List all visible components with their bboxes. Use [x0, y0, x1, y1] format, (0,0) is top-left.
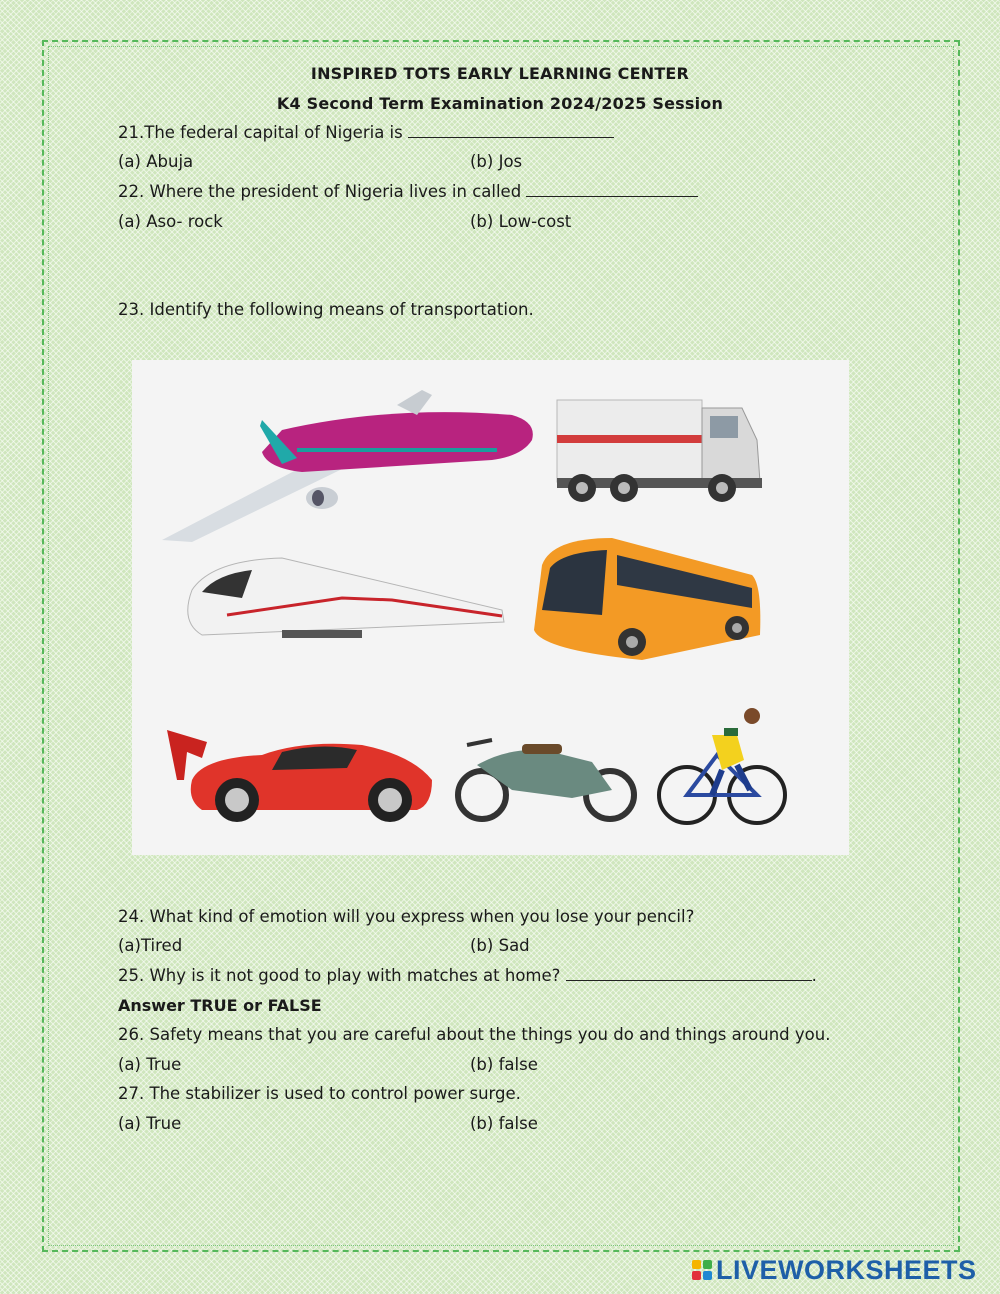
question-24-text: 24. What kind of emotion will you express when you lose your pencil? [118, 907, 695, 926]
question-25 [118, 966, 817, 985]
question-22 [118, 182, 698, 201]
option-21-a[interactable]: (a) Abuja [118, 152, 194, 171]
option-24-a[interactable]: (a)Tired [118, 936, 183, 955]
logo-block-yellow [692, 1260, 701, 1269]
question-23-text: 23. Identify the following means of transportation. [118, 300, 534, 319]
answer-blank-21[interactable] [408, 124, 614, 138]
option-26-b[interactable]: (b) false [470, 1055, 538, 1074]
exam-title: K4 Second Term Examination 2024/2025 Session [276, 94, 724, 113]
airplane-picture [162, 390, 533, 542]
question-21-text: 21.The federal capital of Nigeria is [118, 123, 403, 142]
question-25-text: 25. Why is it not good to play with matches at home? [118, 966, 561, 985]
option-24-b[interactable]: (b) Sad [470, 936, 530, 955]
motorcycle-picture [458, 740, 634, 819]
section-heading: Answer TRUE or FALSE [118, 996, 322, 1015]
car-picture [167, 730, 432, 822]
logo-block-blue [703, 1271, 712, 1280]
option-27-a[interactable]: (a) True [118, 1114, 182, 1133]
question-22-text: 22. Where the president of Nigeria lives in called [118, 182, 522, 201]
logo-block-red [692, 1271, 701, 1280]
option-26-a[interactable]: (a) True [118, 1055, 182, 1074]
question-26-text: 26. Safety means that you are careful about the things you do and things around you. [118, 1025, 831, 1044]
option-22-a[interactable]: (a) Aso- rock [118, 212, 223, 231]
question-21 [118, 123, 614, 142]
logo-block-green [703, 1260, 712, 1269]
question-27-text: 27. The stabilizer is used to control power surge. [118, 1084, 521, 1103]
bicycle-picture [659, 708, 785, 823]
option-27-b[interactable]: (b) false [470, 1114, 538, 1133]
brand-name: LIVEWORKSHEETS [716, 1254, 977, 1285]
transportation-image [132, 360, 849, 855]
question-25-end: . [811, 966, 817, 985]
option-21-b[interactable]: (b) Jos [470, 152, 523, 171]
bus-picture [534, 538, 760, 660]
train-picture [188, 558, 504, 638]
liveworksheets-logo [692, 1254, 977, 1286]
option-22-b[interactable]: (b) Low-cost [470, 212, 572, 231]
school-name: INSPIRED TOTS EARLY LEARNING CENTER [310, 64, 690, 83]
answer-blank-25[interactable] [566, 967, 812, 981]
answer-blank-22[interactable] [526, 183, 698, 197]
truck-picture [557, 400, 762, 502]
logo-blocks-icon [692, 1260, 712, 1280]
